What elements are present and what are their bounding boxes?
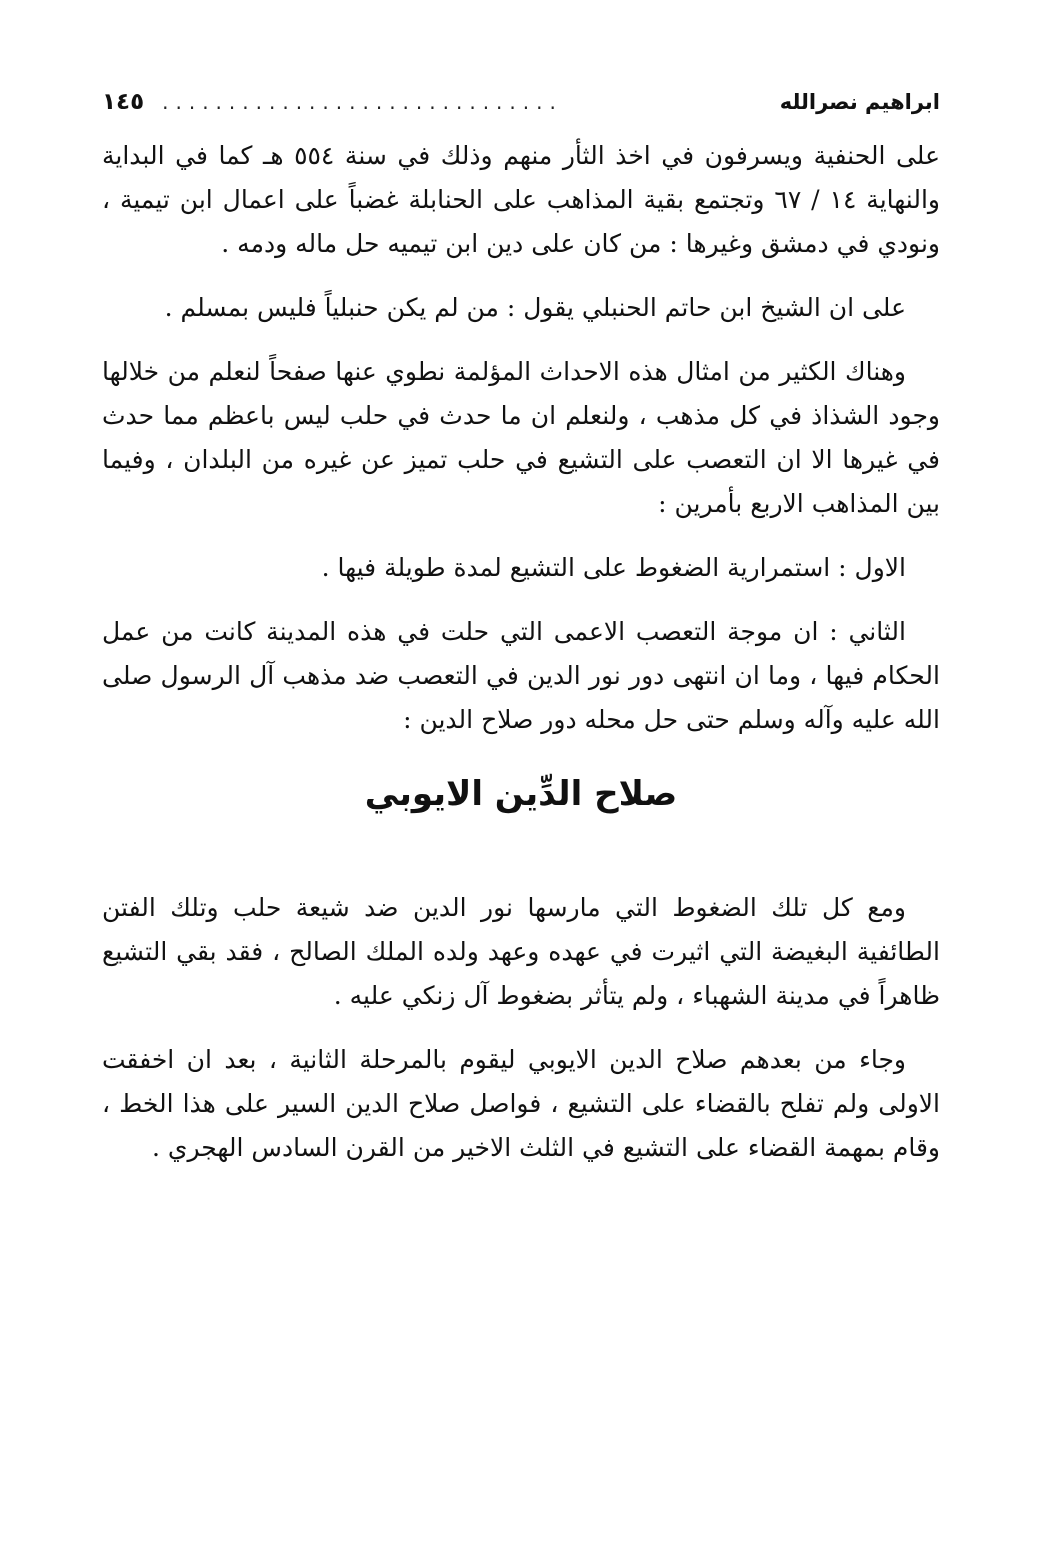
page-number: ١٤٥ (102, 89, 145, 115)
running-header (102, 80, 940, 124)
body-text (102, 134, 940, 1190)
paragraph-saladin: وجاء من بعدهم صلاح الدين الايوبي ليقوم بالمرحلة الثانية ، بعد ان اخفقت الاولى ولم تفلح بالقضاء على التشيع ، فواصل صلاح الدين السير على هذا الخط ، وقام بمهمة القضاء على التشيع في الثلث الاخير من القرن السادس الهجري . (102, 1045, 940, 1162)
paragraph-continued: على الحنفية ويسرفون في اخذ الثأر منهم وذلك في سنة ٥٥٤ هـ كما في البداية والنهاية ١٤ / ٦٧ وتجتمع بقية المذاهب على الحنابلة غضباً على اعمال ابن تيمية ، ونودي في دمشق وغيرها : من كان على دين ابن تيميه حل ماله ودمه . (102, 141, 940, 258)
paragraph-ibn-hatim: على ان الشيخ ابن حاتم الحنبلي يقول : من لم يكن حنبلياً فليس بمسلم . (164, 293, 906, 322)
section-heading: صلاح الدِّين الايوبي (364, 774, 678, 814)
leader-dots: .............................. (162, 90, 563, 114)
paragraph-pressures: ومع كل تلك الضغوط التي مارسها نور الدين ضد شيعة حلب وتلك الفتن الطائفية البغيضة التي اثيرت في عهده وعهد ولده الملك الصالح ، فقد بقي التشيع ظاهراً في مدينة الشهباء ، ولم يتأثر بضغوط آل زنكي عليه . (102, 893, 940, 1010)
author-name: ابراهيم نصرالله (779, 90, 940, 114)
paragraph-second-point: الثاني : ان موجة التعصب الاعمى التي حلت في هذه المدينة كانت من عمل الحكام فيها ، وما ان انتهى دور نور الدين في التعصب ضد مذهب آل الرسول صلى الله عليه وآله وسلم حتى حل محله دور صلاح الدين : (102, 617, 940, 734)
paragraph-events: وهناك الكثير من امثال هذه الاحداث المؤلمة نطوي عنها صفحاً لنعلم من خلالها وجود الشذاذ في كل مذهب ، ولنعلم ان ما حدث في حلب ليس باعظم مما حدث في غيرها الا ان التعصب على التشيع في حلب تميز عن غيره من البلدان ، وفيما بين المذاهب الاربع بأمرين : (102, 357, 940, 518)
paragraph-first-point: الاول : استمرارية الضغوط على التشيع لمدة طويلة فيها . (321, 553, 906, 582)
